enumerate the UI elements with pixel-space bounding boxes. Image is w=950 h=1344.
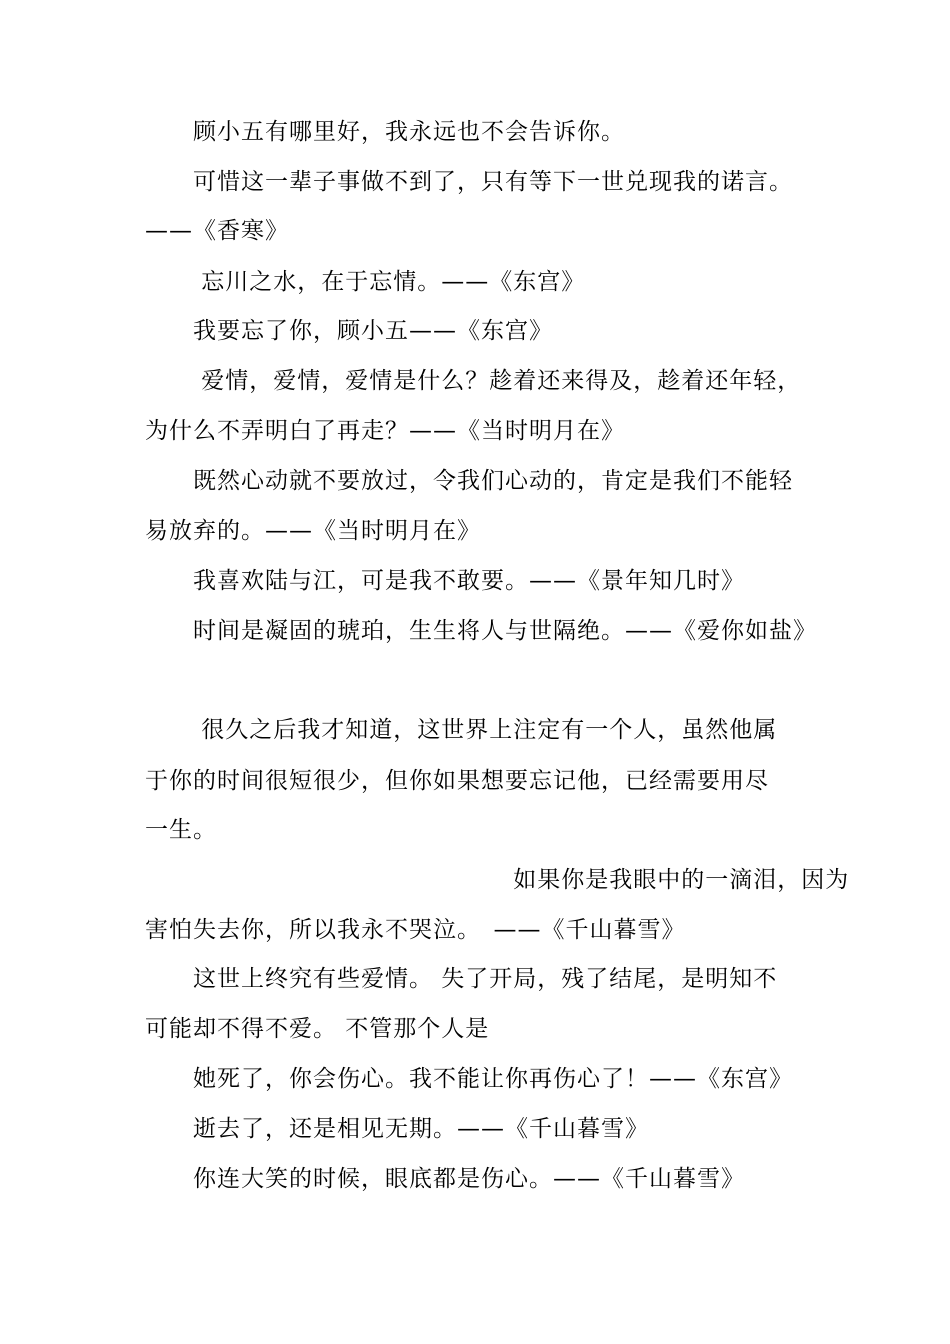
text-line: 易放弃的。——《当时明月在》 [145,518,481,544]
text-line: 我要忘了你，顾小五——《东宫》 [145,318,553,344]
text-line: 我喜欢陆与江，可是我不敢要。——《景年知几时》 [145,568,745,594]
text-line: 时间是凝固的琥珀，生生将人与世隔绝。——《爱你如盐》 [145,618,817,644]
text-line: 既然心动就不要放过，令我们心动的，肯定是我们不能轻 [145,468,793,494]
text-line: 爱情，爱情，爱情是什么？趁着还来得及，趁着还年轻， [145,368,802,394]
text-line: 忘川之水，在于忘情。——《东宫》 [145,269,586,295]
text-line: 如果你是我眼中的一滴泪，因为 [145,867,850,893]
text-line: 这世上终究有些爱情。 失了开局，残了结尾，是明知不 [145,966,778,992]
text-line: 为什么不弄明白了再走？——《当时明月在》 [145,418,625,444]
text-line: 你连大笑的时候，眼底都是伤心。——《千山暮雪》 [145,1166,745,1192]
text-line: 可能却不得不爱。 不管那个人是 [145,1016,490,1042]
text-line: 于你的时间很短很少，但你如果想要忘记他，已经需要用尽 [145,768,769,794]
text-line: ——《香寒》 [145,218,289,244]
text-line: 一生。 [145,817,217,843]
text-line: 她死了，你会伤心。我不能让你再伤心了！——《东宫》 [145,1066,793,1092]
text-line: 顾小五有哪里好，我永远也不会告诉你。 [145,119,625,145]
text-line: 很久之后我才知道，这世界上注定有一个人，虽然他属 [145,717,778,743]
text-line: 害怕失去你，所以我永不哭泣。 ——《千山暮雪》 [145,917,686,943]
text-line: 逝去了，还是相见无期。——《千山暮雪》 [145,1116,649,1142]
text-line: 可惜这一辈子事做不到了，只有等下一世兑现我的诺言。 [145,169,793,195]
